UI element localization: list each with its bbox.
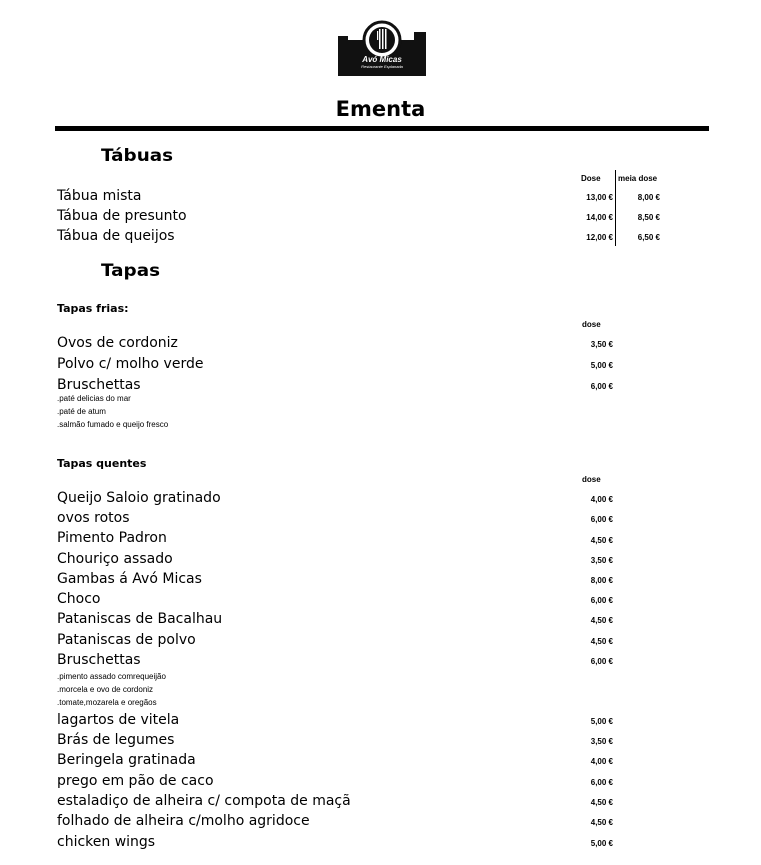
page-title: Ementa: [335, 97, 426, 121]
section-heading-tabuas: Tábuas: [101, 146, 174, 166]
menu-item-price: 6,00 €: [590, 778, 613, 787]
menu-item-price: 4,50 €: [590, 536, 613, 545]
bruschetta-option: .paté de atum: [57, 407, 106, 416]
menu-item-price: 3,50 €: [590, 737, 613, 746]
menu-item-price: 4,50 €: [590, 818, 613, 827]
restaurant-logo: [334, 20, 430, 78]
menu-item-price: 4,00 €: [590, 757, 613, 766]
column-header-dose: dose: [582, 475, 601, 484]
menu-item-price-dose: 13,00 €: [586, 193, 613, 202]
menu-item-name: Pataniscas de polvo: [57, 632, 196, 648]
column-header-dose: dose: [582, 320, 601, 329]
menu-item-price: 3,50 €: [590, 556, 613, 565]
column-header-dose: Dose: [581, 174, 601, 183]
menu-item-name: ovos rotos: [57, 510, 130, 526]
menu-item-price-meia: 8,50 €: [637, 213, 660, 222]
menu-item-price-dose: 14,00 €: [586, 213, 613, 222]
menu-item-price: 3,50 €: [590, 340, 613, 349]
menu-item-name: Tábua mista: [57, 188, 142, 204]
menu-item-name: Brás de legumes: [57, 732, 175, 748]
menu-item-name: prego em pão de caco: [57, 773, 214, 789]
menu-item-price: 5,00 €: [590, 361, 613, 370]
bruschetta-option: .pimento assado comrequeijão: [57, 672, 166, 681]
menu-item-price: 6,00 €: [590, 657, 613, 666]
subsection-heading-tapas-frias: Tapas frias:: [57, 302, 129, 315]
menu-item-price: 4,50 €: [590, 616, 613, 625]
menu-item-name: Beringela gratinada: [57, 752, 196, 768]
menu-item-price: 4,50 €: [590, 798, 613, 807]
menu-item-price: 5,00 €: [590, 717, 613, 726]
menu-item-name: Polvo c/ molho verde: [57, 356, 204, 372]
menu-item-name: Gambas á Avó Micas: [57, 571, 202, 587]
menu-item-name: folhado de alheira c/molho agridoce: [57, 813, 310, 829]
menu-item-price: 4,50 €: [590, 637, 613, 646]
bruschetta-option: .tomate,mozarela e oregãos: [57, 698, 157, 707]
menu-item-name: Ovos de cordoniz: [57, 335, 178, 351]
menu-item-price: 8,00 €: [590, 576, 613, 585]
menu-item-price: 5,00 €: [590, 839, 613, 848]
menu-item-name: Queijo Saloio gratinado: [57, 490, 221, 506]
menu-item-price: 6,00 €: [590, 596, 613, 605]
menu-item-name: Pataniscas de Bacalhau: [57, 611, 223, 627]
column-header-meia-dose: meia dose: [618, 174, 658, 183]
menu-item-name: Bruschettas: [57, 652, 141, 668]
menu-item-name: estaladiço de alheira c/ compota de maçã: [57, 793, 351, 809]
bruschetta-option: .salmão fumado e queijo fresco: [57, 420, 169, 429]
menu-item-price-meia: 6,50 €: [637, 233, 660, 242]
menu-item-name: Choco: [57, 591, 101, 607]
menu-item-price-meia: 8,00 €: [637, 193, 660, 202]
title-divider: [55, 126, 709, 131]
section-heading-tapas: Tapas: [101, 261, 161, 281]
menu-item-price: 6,00 €: [590, 382, 613, 391]
logo-name: Avó Micas: [362, 55, 402, 64]
logo-subtitle: Restaurante Esplanada: [361, 64, 403, 69]
menu-item-name: lagartos de vitela: [57, 712, 180, 728]
logo-text: [334, 55, 430, 69]
subsection-heading-tapas-quentes: Tapas quentes: [57, 457, 147, 470]
bruschetta-option: .morcela e ovo de cordoniz: [57, 685, 154, 694]
menu-item-price: 4,00 €: [590, 495, 613, 504]
menu-item-name: Bruschettas: [57, 377, 141, 393]
menu-item-name: chicken wings: [57, 834, 156, 850]
bruschetta-option: .paté delicias do mar: [57, 394, 131, 403]
menu-item-price: 6,00 €: [590, 515, 613, 524]
menu-item-name: Tábua de queijos: [57, 228, 175, 244]
menu-item-name: Tábua de presunto: [57, 208, 187, 224]
menu-item-name: Chouriço assado: [57, 551, 173, 567]
menu-item-name: Pimento Padron: [57, 530, 167, 546]
menu-item-price-dose: 12,00 €: [586, 233, 613, 242]
